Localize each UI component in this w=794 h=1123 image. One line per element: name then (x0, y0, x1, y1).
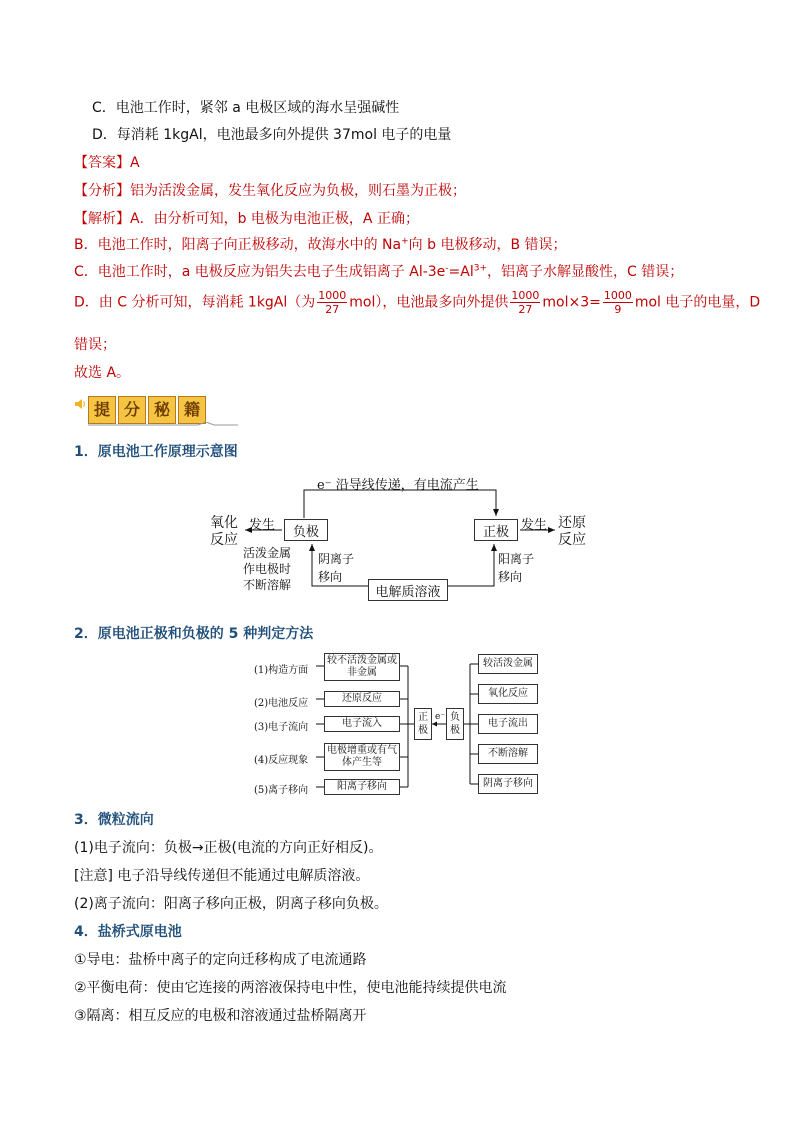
explanation-line-1 (74, 208, 419, 228)
happen-left-label: 发生 (249, 518, 276, 533)
section3-line-3: (2)离子流向：阳离子移向正极，阴离子移向负极。 (74, 896, 388, 912)
explanation-c-part2: =Al (448, 264, 474, 280)
fraction-2-num: 1000 (511, 289, 540, 302)
anion-line-2: 移向 (318, 570, 343, 584)
positive-criterion-4: 电极增重或有气体产生等 (324, 743, 400, 771)
analysis-text: 铝为活泼金属，发生氧化反应为负极，则石墨为正极； (130, 183, 466, 199)
metal-note-3: 不断溶解 (243, 578, 292, 592)
tips-badge (88, 396, 206, 422)
explanation-line-3 (74, 261, 683, 281)
analysis-label: 【分析】 (74, 183, 130, 199)
method-label-3: (3)电子流向 (254, 722, 309, 733)
sup-minus: - (445, 263, 449, 274)
positive-criterion-5: 阳离子移向 (324, 779, 400, 795)
method-label-4: (4)反应现象 (254, 755, 309, 766)
negative-pole-box: 负极 (446, 708, 464, 740)
negative-electrode-box: 负极 (284, 519, 328, 541)
positive-criterion-3: 电子流入 (324, 716, 400, 732)
fraction-3 (603, 289, 633, 316)
explanation-line-2 (74, 234, 567, 254)
section4-line-1: ①导电：盐桥中离子的定向迁移构成了电流通路 (74, 952, 367, 968)
explanation-d-part3: mol×3= (542, 294, 601, 311)
fraction-1-den: 27 (325, 303, 340, 316)
explanation-b-part2: 向 b 电极移动，B 错误； (408, 237, 567, 253)
electron-arrow-label: e⁻ (435, 712, 446, 722)
electron-flow-label: e⁻ 沿导线传递，有电流产生 (317, 478, 479, 493)
section4-line-2: ②平衡电荷：使由它连接的两溶液保持电中性，使电池能持续提供电流 (74, 980, 507, 996)
option-c: C．电池工作时，紧邻 a 电极区域的海水呈强碱性 (92, 100, 400, 116)
method-label-5: (5)离子移向 (254, 785, 309, 796)
explanation-c-part3: ，铝离子水解显酸性，C 错误； (487, 264, 684, 280)
section3-line-2: [注意] 电子沿导线传递但不能通过电解质溶液。 (74, 868, 370, 884)
section2-title: 2．原电池正极和负极的 5 种判定方法 (74, 626, 314, 642)
cation-line-1: 阳离子 (498, 552, 535, 566)
explanation-c-part1: C．电池工作时，a 电极反应为铝失去电子生成铝离子 Al-3e (74, 264, 446, 280)
fraction-3-den: 9 (614, 303, 622, 316)
answer-label: 【答案】 (74, 155, 130, 171)
fraction-2 (510, 289, 540, 316)
cation-line-2: 移向 (498, 570, 523, 584)
section4-title: 4．盐桥式原电池 (74, 924, 182, 940)
answer-line (74, 152, 140, 172)
explanation-a: A．由分析可知，b 电极为电池正极，A 正确； (130, 211, 419, 227)
anion-line-1: 阴离子 (318, 552, 355, 566)
explanation-d-part4: mol 电子的电量，D (634, 294, 761, 311)
option-d: D．每消耗 1kgAl，电池最多向外提供 37mol 电子的电量 (92, 127, 452, 143)
positive-criterion-2: 还原反应 (324, 691, 400, 707)
explanation-line-4 (74, 289, 760, 316)
positive-pole-box: 正极 (414, 708, 432, 740)
section1-title: 1．原电池工作原理示意图 (74, 444, 238, 460)
conclusion: 故选 A。 (74, 365, 131, 381)
sup-3plus: 3+ (473, 263, 488, 274)
negative-criterion-1: 较活泼金属 (478, 654, 538, 674)
answer-value: A (130, 155, 140, 171)
analysis-line (74, 180, 466, 200)
reduction-label (558, 515, 586, 549)
method-label-2: (2)电池反应 (254, 698, 309, 709)
cation-label (498, 550, 534, 586)
fraction-2-den: 27 (518, 303, 533, 316)
oxidation-line-1: 氧化 (210, 515, 238, 531)
electrolyte-box: 电解质溶液 (368, 579, 448, 601)
section4-line-3: ③隔离：相互反应的电极和溶液通过盐桥隔离开 (74, 1008, 367, 1024)
fraction-1-num: 1000 (318, 289, 347, 302)
explanation-d-part2: mol），电池最多向外提供 (349, 294, 509, 311)
reduction-line-2: 反应 (558, 532, 586, 548)
badge-char-1: 提 (88, 396, 116, 424)
sup-plus: + (401, 236, 409, 247)
fraction-1 (317, 289, 347, 316)
reduction-line-1: 还原 (558, 515, 586, 531)
badge-underline (88, 422, 238, 428)
happen-right-label: 发生 (521, 518, 548, 533)
negative-criterion-3: 电子流出 (478, 714, 538, 734)
fraction-3-num: 1000 (603, 289, 632, 302)
positive-criterion-1: 较不活泼金属或非金属 (324, 653, 400, 681)
negative-criterion-5: 阴离子移向 (478, 774, 538, 794)
badge-char-2: 分 (118, 396, 146, 424)
oxidation-line-2: 反应 (210, 532, 238, 548)
positive-electrode-box: 正极 (474, 519, 518, 541)
method-label-1: (1)构造方面 (254, 665, 309, 676)
metal-note (243, 545, 291, 593)
section3-title: 3．微粒流向 (74, 812, 154, 828)
negative-criterion-4: 不断溶解 (478, 744, 538, 764)
explanation-line-5: 错误； (74, 337, 116, 353)
explanation-b-part1: B．电池工作时，阳离子向正极移动，故海水中的 Na (74, 237, 402, 253)
badge-char-3: 秘 (148, 396, 176, 424)
anion-label (318, 550, 354, 586)
negative-criterion-2: 氧化反应 (478, 684, 538, 704)
explanation-d-part1: D．由 C 分析可知，每消耗 1kgAl（为 (74, 294, 316, 311)
speaker-icon (73, 397, 87, 411)
section3-line-1: (1)电子流向：负极→正极(电流的方向正好相反)。 (74, 840, 383, 856)
badge-char-4: 籍 (178, 396, 206, 424)
metal-note-2: 作电极时 (243, 562, 292, 576)
oxidation-label (210, 515, 238, 549)
metal-note-1: 活泼金属 (243, 546, 292, 560)
explanation-label: 【解析】 (74, 211, 130, 227)
